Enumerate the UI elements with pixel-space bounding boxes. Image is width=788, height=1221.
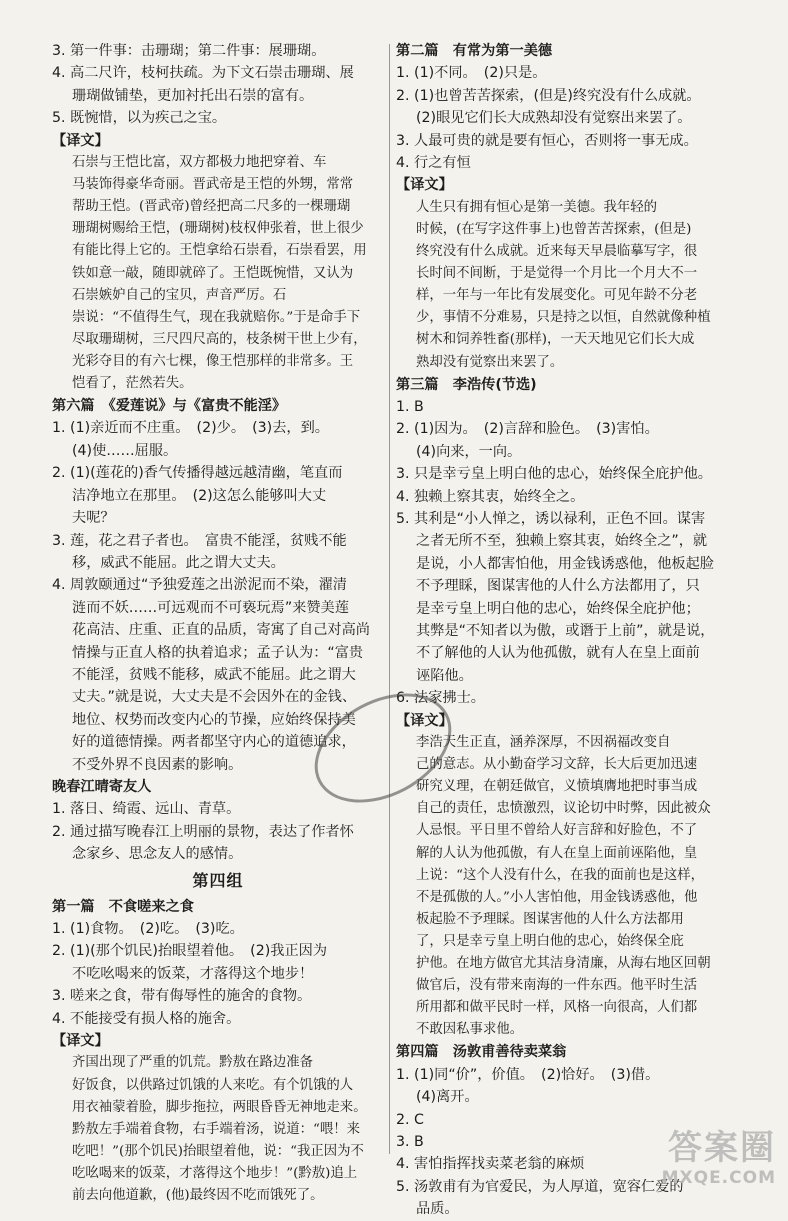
left-text-line: 铁如意一敲，随即就碎了。王恺既惋惜，又认为	[72, 265, 354, 281]
left-text-line: 恺看了，茫然若失。	[72, 375, 193, 391]
right-text-line: 3. B	[396, 1134, 424, 1151]
left-text-line: 黔敖左手端着食物，右手端着汤，说道：“喂！来	[72, 1121, 361, 1137]
right-text-line: 5. 汤敦甫有为官爱民，为人厚道，宽容仁爱的	[396, 1178, 684, 1195]
left-text-line: 2. (1)(莲花的)香气传播得越远越清幽，笔直而	[52, 465, 343, 482]
left-text-line: 丈夫。”就是说，大丈夫是不会因外在的金钱、	[72, 689, 357, 706]
right-text-line: 李浩天生正直，涵养深厚，不因祸福改变自	[416, 735, 671, 751]
watermark-url: MXQE.COM	[661, 1168, 776, 1188]
right-column	[396, 40, 756, 1221]
right-text-line: 2. C	[396, 1111, 424, 1128]
right-text-line: 6. 法家拂士。	[396, 690, 485, 707]
right-text-line: (4)离开。	[416, 1089, 479, 1106]
left-text-line: 第一篇 不食嗟来之食	[52, 898, 194, 915]
right-text-line: 4. 行之有恒	[396, 155, 471, 172]
right-text-line: 人生只有拥有恒心是第一美德。我年轻的	[416, 199, 658, 215]
left-text-line: 5. 既惋惜，以为疾己之宝。	[52, 110, 227, 127]
left-text-line: 好的道德情操。两者都坚守内心的道德追求，	[72, 734, 356, 751]
left-text-line: 前去向他道歉，(他)最终因不吃而饿死了。	[72, 1188, 324, 1203]
left-text-line: 石崇嫉妒自己的宝贝，声音严厉。石	[72, 287, 287, 303]
left-text-line: 好饭食，以供路过饥饿的人来吃。有个饥饿的人	[72, 1077, 354, 1093]
right-text-line: 上说：“这个人没有什么，在我的面前也是这样，	[416, 867, 705, 883]
right-text-line: 护他。在地方做官尤其洁身清廉，从海右地区回朝	[416, 956, 711, 972]
left-text-line: 不能淫，贫贱不能移，威武不能屈。此之谓大	[72, 666, 356, 683]
right-text-line: 样，一年与一年比有发展变化。可见年龄不分老	[416, 288, 698, 304]
right-text-line: 研究义理，在朝廷做官，义愤填膺地把时事当成	[416, 779, 698, 795]
right-text-line: 2. (1)因为。 (2)言辞和脸色。 (3)害怕。	[396, 421, 659, 438]
left-text-line: 念家乡、思念友人的感情。	[72, 846, 243, 863]
column-divider	[389, 44, 390, 1154]
left-text-line: 崇说：“不值得生气，现在我就赔你。”于是命手下	[72, 309, 361, 325]
left-text-line: 【译文】	[52, 1033, 109, 1050]
left-text-line: 1. (1)食物。 (2)吃。 (3)吃。	[52, 921, 244, 937]
left-text-line: 2. 通过描写晚春江上明丽的景物，表达了作者怀	[52, 823, 354, 840]
left-text-line: 1. 落日、绮霞、远山、青草。	[52, 801, 241, 818]
left-text-line: 1. (1)亲近而不庄重。 (2)少。 (3)去，到。	[52, 420, 329, 437]
right-text-line: 3. 人最可贵的就是要有恒心，否则将一事无成。	[396, 132, 698, 149]
left-text-line: 2. (1)(那个饥民)抬眼望着他。 (2)我正因为	[52, 943, 328, 960]
left-text-line: 【译文】	[52, 132, 109, 149]
left-text-line: 马装饰得豪华奇丽。晋武帝是王恺的外甥，常常	[72, 177, 354, 193]
left-text-line: 4. 高二尺许，枝柯扶疏。为下文石崇击珊瑚、展	[52, 65, 354, 82]
right-text-line: 终究没有什么成就。近来每天早晨临摹写字，很	[416, 244, 698, 260]
right-text-line: 3. 只是幸亏皇上明白他的忠心，始终保全庇护他。	[396, 466, 712, 483]
right-text-line: 不了解他的人认为他孤傲，就有人在皇上面前	[416, 645, 700, 662]
right-text-line: 品质。	[416, 1201, 459, 1218]
left-text-line: 尽取珊瑚树，三尺四尺高的，枝条树干世上少有，	[72, 331, 367, 347]
right-text-line: 解的人认为他孤傲，有人在皇上面前诬陷他，皇	[416, 845, 698, 861]
right-text-line: 不是孤傲的人。”小人害怕他，用金钱诱惑他，他	[416, 889, 698, 905]
left-text-line: 晚春江晴寄友人	[52, 778, 152, 795]
right-text-line: 第四篇 汤敦甫善待卖菜翁	[396, 1044, 567, 1061]
left-text-line: 情操与正直人格的执着追求；孟子认为：“富贵	[72, 644, 364, 661]
right-text-line: 【译文】	[396, 177, 453, 194]
left-text-line: 4. 不能接受有损人格的施舍。	[52, 1010, 241, 1027]
right-text-line: 2. (1)也曾苦苦探索，(但是)终究没有什么成就。	[396, 87, 701, 104]
left-text-line: 有能比得上它的。王恺拿给石崇看，石崇看罢，用	[72, 243, 367, 259]
left-text-line: 夫呢？	[72, 510, 115, 527]
right-text-line: 是幸亏皇上明白他的忠心，始终保全庇护他；	[416, 600, 700, 617]
right-text-line: 自己的责任，忠愤激烈，议论切中时弊，因此被众	[416, 801, 711, 817]
right-text-line: 5. 其利是“小人惮之，诱以禄利，正色不回。谋害	[396, 511, 706, 528]
left-text-line: 3. 第一件事：击珊瑚；第二件事：展珊瑚。	[52, 43, 326, 59]
left-text-line: 不吃吆喝来的饭菜，才落得这个地步！	[72, 965, 314, 982]
right-text-line: 诬陷他。	[416, 667, 473, 684]
right-text-line: 熟却没有觉察出来罢了。	[416, 354, 564, 370]
right-text-line: 不敢因私事求他。	[416, 1022, 524, 1038]
right-text-line: 所用都和做平民时一样，风格一向很高，人们都	[416, 1000, 698, 1016]
left-text-line: 光彩夺目的有六七棵，像王恺那样的非常多。王	[72, 353, 354, 369]
right-text-line: 其弊是“不知者以为傲，或谮于上前”，就是说，	[416, 623, 715, 640]
left-text-line: 齐国出现了严重的饥荒。黔敖在路边准备	[72, 1055, 314, 1071]
left-text-line: 3. 莲，花之君子者也。 富贵不能淫，贫贱不能	[52, 532, 347, 549]
left-text-line: 吃吆喝来的饭菜，才落得这个地步！”(黔敖)追上	[72, 1165, 358, 1181]
right-text-line: 1. B	[396, 399, 424, 415]
left-text-line: 吃吧！”(那个饥民)抬眼望着他，说：“我正因为不	[72, 1143, 364, 1159]
right-text-line: 之者无所不至，独赖上察其衷，始终全之”，就	[416, 533, 708, 550]
right-text-line: 了，只是幸亏皇上明白他的忠心，始终保全庇	[416, 933, 684, 949]
left-text-line: 4. 周敦颐通过“予独爱莲之出淤泥而不染，濯清	[52, 577, 347, 594]
left-text-line: 第六篇 《爱莲说》与《富贵不能淫》	[52, 398, 287, 415]
left-text-line: 珊瑚做铺垫，更加衬托出石崇的富有。	[72, 87, 314, 104]
watermark-logo: 答案圈	[668, 1128, 776, 1168]
left-text-line: 地位、权势而改变内心的节操，应始终保持美	[72, 711, 356, 728]
right-text-line: (2)眼见它们长大成熟却没有觉察出来罢了。	[416, 110, 692, 127]
right-text-line: 不予理睬，图谋害他的人什么方法都用了，只	[416, 578, 700, 595]
right-text-line: 少，事情不分难易，只是持之以恒，自然就像种植	[416, 310, 711, 326]
right-text-line: 【译文】	[396, 712, 453, 729]
left-text-line: 石崇与王恺比富，双方都极力地把穿着、车	[72, 155, 327, 171]
right-text-line: 长时间不间断，于是觉得一个月比一个月大不一	[416, 266, 698, 282]
left-text-line: 第四组	[192, 870, 244, 890]
right-text-line: 是说，小人都害怕他，用金钱诱惑他，他板起脸	[416, 555, 714, 572]
right-text-line: (4)向来，一向。	[416, 443, 522, 460]
left-text-line: (4)使……屈服。	[72, 442, 178, 459]
right-text-line: 4. 独赖上察其衷，始终全之。	[396, 488, 585, 505]
right-text-line: 1. (1)同“价”，价值。 (2)恰好。 (3)借。	[396, 1066, 660, 1083]
left-text-line: 帮助王恺。(晋武帝)曾经把高二尺多的一棵珊瑚	[72, 199, 351, 215]
left-text-line: 珊瑚树赐给王恺，(珊瑚树)枝权伸张着，世上很少	[72, 221, 364, 237]
right-text-line: 人忌恨。平日里不曾给人好言辞和好脸色，不了	[416, 823, 698, 839]
left-text-line: 用衣袖蒙着脸，脚步拖拉，两眼昏昏无神地走来。	[72, 1099, 367, 1115]
right-text-line: 第二篇 有常为第一美德	[396, 43, 553, 59]
left-text-line: 移，威武不能屈。此之谓大丈夫。	[72, 554, 285, 571]
left-text-line: 洁净地立在那里。 (2)这怎么能够叫大丈	[72, 487, 327, 504]
right-text-line: 第三篇 李浩传(节选)	[396, 376, 537, 393]
left-text-line: 花高洁、庄重、正直的品质，寄寓了自己对高尚	[72, 622, 370, 639]
watermark	[626, 1128, 776, 1188]
left-text-line: 不受外界不良因素的影响。	[72, 756, 243, 773]
left-column	[52, 40, 384, 1207]
left-text-line: 涟而不妖……可远观而不可亵玩焉”来赞美莲	[72, 599, 349, 616]
right-text-line: 板起脸不予理睬。图谋害他的人什么方法都用	[416, 911, 684, 927]
right-text-line: 树木和饲养牲畜(那样)，一天天地见它们长大成	[416, 332, 695, 348]
right-text-line: 己的意志。从小勤奋学习文辞，长大后更加迅速	[416, 757, 698, 773]
right-text-line: 1. (1)不同。 (2)只是。	[396, 65, 547, 82]
right-text-line: 4. 害怕指挥找卖菜老翁的麻烦	[396, 1156, 585, 1173]
left-text-line: 3. 嗟来之食，带有侮辱性的施舍的食物。	[52, 988, 312, 1005]
right-text-line: 做官后，没有带来南海的一件东西。他平时生活	[416, 978, 698, 994]
right-text-line: 时候，(在写字这件事上)也曾苦苦探索，(但是)	[416, 221, 692, 237]
